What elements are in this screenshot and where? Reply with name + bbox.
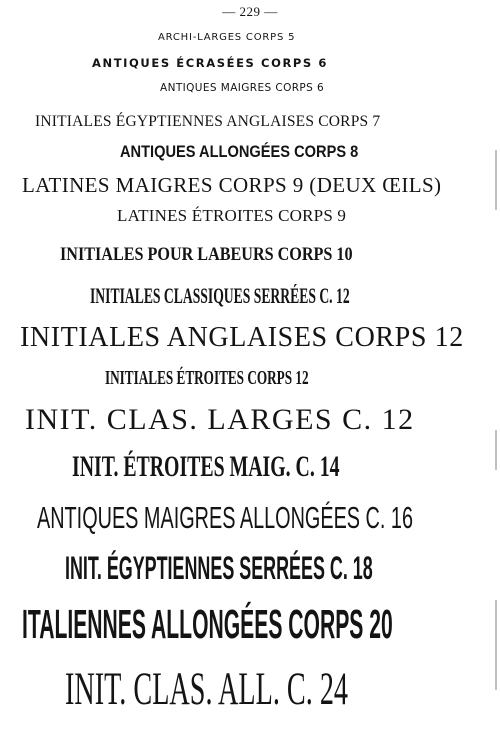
specimen-line-latines-maigres-corps-9: LATINES MAIGRES CORPS 9 (DEUX ŒILS) [22, 173, 442, 197]
page-edge-shadow [495, 430, 497, 470]
specimen-line-antiques-allongees-corps-8: ANTIQUES ALLONGÉES CORPS 8 [120, 142, 359, 161]
specimen-line-archi-larges-corps-5: ARCHI-LARGES CORPS 5 [158, 32, 296, 43]
specimen-line-antiques-maigres-allongees-c16: ANTIQUES MAIGRES ALLONGÉES C. 16 [37, 500, 413, 535]
page-edge-shadow [495, 150, 497, 210]
specimen-line-init-etroites-maig-c14: INIT. ÉTROITES MAIG. C. 14 [72, 450, 340, 483]
specimen-line-init-clas-larges-c12: INIT. CLAS. LARGES C. 12 [25, 403, 415, 436]
specimen-line-init-egyptiennes-serrees-c18: INIT. ÉGYPTIENNES SERRÉES C. 18 [65, 550, 373, 586]
specimen-line-initiales-egyptiennes-anglaises-7: INITIALES ÉGYPTIENNES ANGLAISES CORPS 7 [35, 113, 381, 130]
specimen-line-initiales-etroites-corps-12: INITIALES ÉTROITES CORPS 12 [105, 367, 309, 389]
specimen-line-initiales-classiques-serrees-c12: INITIALES CLASSIQUES SERRÉES C. 12 [90, 283, 350, 308]
page-number: — 229 — [222, 4, 278, 19]
specimen-line-initiales-pour-labeurs-corps-10: INITIALES POUR LABEURS CORPS 10 [60, 244, 353, 265]
specimen-line-antiques-maigres-corps-6: ANTIQUES MAIGRES CORPS 6 [160, 82, 325, 94]
specimen-line-initiales-anglaises-corps-12: INITIALES ANGLAISES CORPS 12 [20, 322, 464, 353]
specimen-line-init-clas-all-c24: INIT. CLAS. ALL. C. 24 [65, 663, 349, 715]
page-edge-shadow [495, 600, 497, 690]
specimen-line-antiques-ecrasees-corps-6: ANTIQUES ÉCRASÉES CORPS 6 [92, 56, 329, 70]
specimen-line-italiennes-allongees-corps-20: ITALIENNES ALLONGÉES CORPS 20 [22, 601, 393, 647]
specimen-line-latines-etroites-corps-9: LATINES ÉTROITES CORPS 9 [117, 206, 347, 225]
